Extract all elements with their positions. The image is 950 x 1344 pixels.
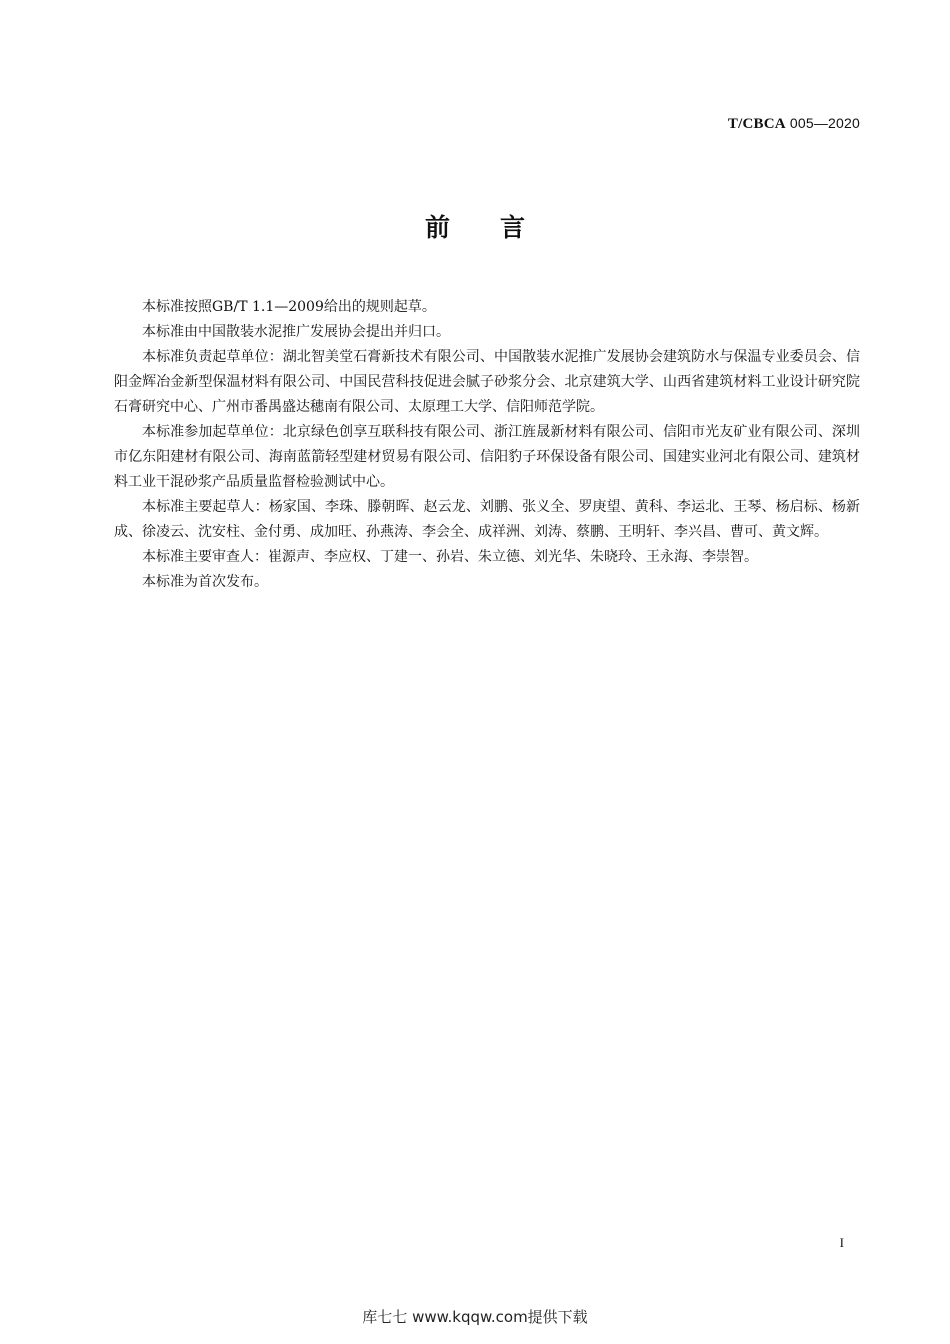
paragraph-lead-drafters: 本标准负责起草单位：湖北智美堂石膏新技术有限公司、中国散装水泥推广发展协会建筑防水与保温专业委员会、信阳金辉冶金新型保温材料有限公司、中国民营科技促进会腻子砂浆分会、北京建筑大学、山西省建筑材料工业设计研究院石膏研究中心、广州市番禺盛达穗南有限公司、太原理工大学、信阳师范学院。 [114, 349, 860, 415]
paragraph-main-drafters: 本标准主要起草人：杨家国、李珠、滕朝晖、赵云龙、刘鹏、张义全、罗庚望、黄科、李运北、王琴、杨启标、杨新成、徐凌云、沈安柱、金付勇、成加旺、孙燕涛、李会全、成祥洲、刘涛、蔡鹏、王明轩、李兴昌、曹可、黄文辉。 [114, 499, 860, 540]
standard-number: 005—2020 [789, 115, 860, 131]
paragraph-main-reviewers: 本标准主要审查人：崔源声、李应权、丁建一、孙岩、朱立德、刘光华、朱晓玲、王永海、李崇智。 [142, 549, 758, 565]
standard-org: T/CBCA [727, 116, 786, 132]
paragraph-drafting-rules: 本标准按照GB/T 1.1—2009给出的规则起草。 [142, 299, 436, 315]
paragraph-participating-drafters: 本标准参加起草单位：北京绿色创享互联科技有限公司、浙江旌晟新材料有限公司、信阳市光友矿业有限公司、深圳市亿东阳建材有限公司、海南蓝箭轻型建材贸易有限公司、信阳豹子环保设备有限公司、国建实业河北有限公司、建筑材料工业干混砂浆产品质量监督检验测试中心。 [114, 424, 860, 490]
document-code [728, 115, 860, 133]
download-watermark: 库七七 www.kqqw.com提供下载 [362, 1308, 588, 1326]
page-title: 前言 [424, 213, 575, 242]
page-number: I [839, 1235, 844, 1250]
paragraph-proposer: 本标准由中国散装水泥推广发展协会提出并归口。 [142, 324, 450, 340]
paragraph-first-release: 本标准为首次发布。 [142, 574, 268, 590]
foreword-body [114, 295, 860, 595]
